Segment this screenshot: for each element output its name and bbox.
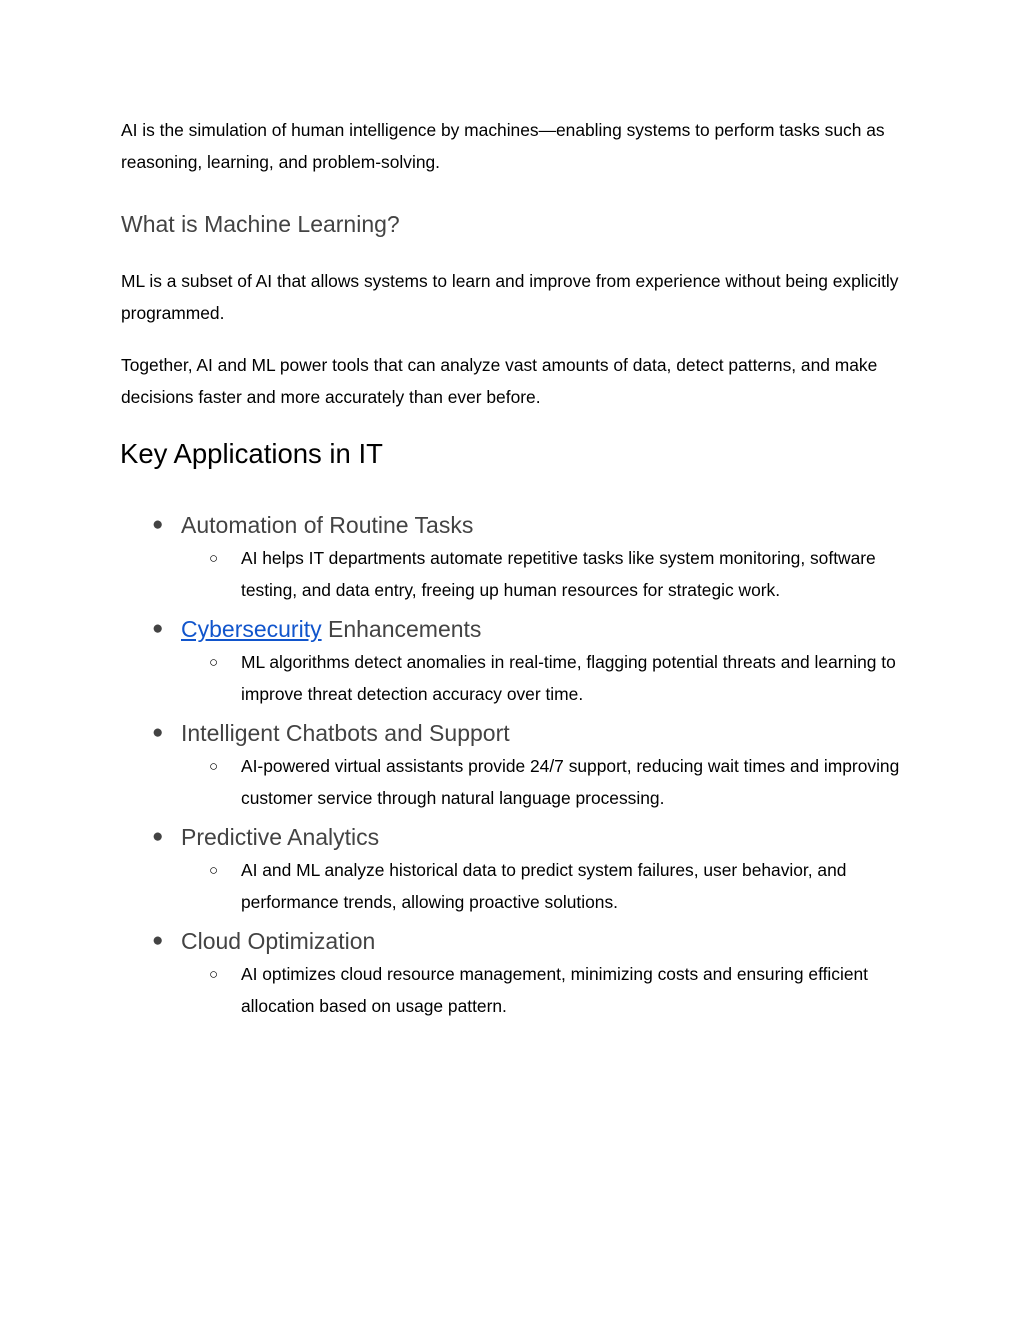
application-title: Cloud Optimization <box>181 928 376 954</box>
applications-heading: Key Applications in IT <box>120 438 383 469</box>
application-item <box>150 510 910 606</box>
sub-bullet-icon: ○ <box>209 550 219 567</box>
sub-bullet-icon: ○ <box>209 758 219 775</box>
application-detail: AI and ML analyze historical data to predict system failures, user behavior, and performance trends, allowing proactive solutions. <box>241 860 847 912</box>
application-detail: ML algorithms detect anomalies in real-time, flagging potential threats and learning to improve threat detection accuracy over time. <box>241 652 896 704</box>
bullet-icon: ● <box>152 826 164 847</box>
sub-bullet-icon: ○ <box>209 966 219 983</box>
intro-paragraph: AI is the simulation of human intelligence by machines—enabling systems to perform tasks such as reasoning, learning, and problem-solving. <box>121 120 885 172</box>
sub-bullet-icon: ○ <box>209 862 219 879</box>
bullet-icon: ● <box>152 722 164 743</box>
ai-ml-paragraph: Together, AI and ML power tools that can analyze vast amounts of data, detect patterns, and make decisions faster and more accurately than ever before. <box>121 355 878 407</box>
application-title: Automation of Routine Tasks <box>181 512 474 538</box>
bullet-icon: ● <box>152 930 164 951</box>
application-title-rest: Enhancements <box>321 616 482 642</box>
application-detail: AI helps IT departments automate repetitive tasks like system monitoring, software testing, and data entry, freeing up human resources for strategic work. <box>241 548 876 600</box>
application-item <box>150 822 910 918</box>
ml-paragraph: ML is a subset of AI that allows systems to learn and improve from experience without being explicitly programmed. <box>121 271 899 323</box>
application-item <box>150 718 910 814</box>
application-detail: AI-powered virtual assistants provide 24/7 support, reducing wait times and improving customer service through natural language processing. <box>241 756 900 808</box>
application-title: Intelligent Chatbots and Support <box>181 720 510 746</box>
bullet-icon: ● <box>152 514 164 535</box>
bullet-icon: ● <box>152 618 164 639</box>
application-item <box>150 614 910 710</box>
application-title: Predictive Analytics <box>181 824 380 850</box>
cybersecurity-link[interactable]: Cybersecurity <box>181 616 322 642</box>
ml-heading: What is Machine Learning? <box>121 211 400 237</box>
sub-bullet-icon: ○ <box>209 654 219 671</box>
application-item <box>150 926 910 1022</box>
application-detail: AI optimizes cloud resource management, minimizing costs and ensuring efficient allocation based on usage pattern. <box>241 964 869 1016</box>
